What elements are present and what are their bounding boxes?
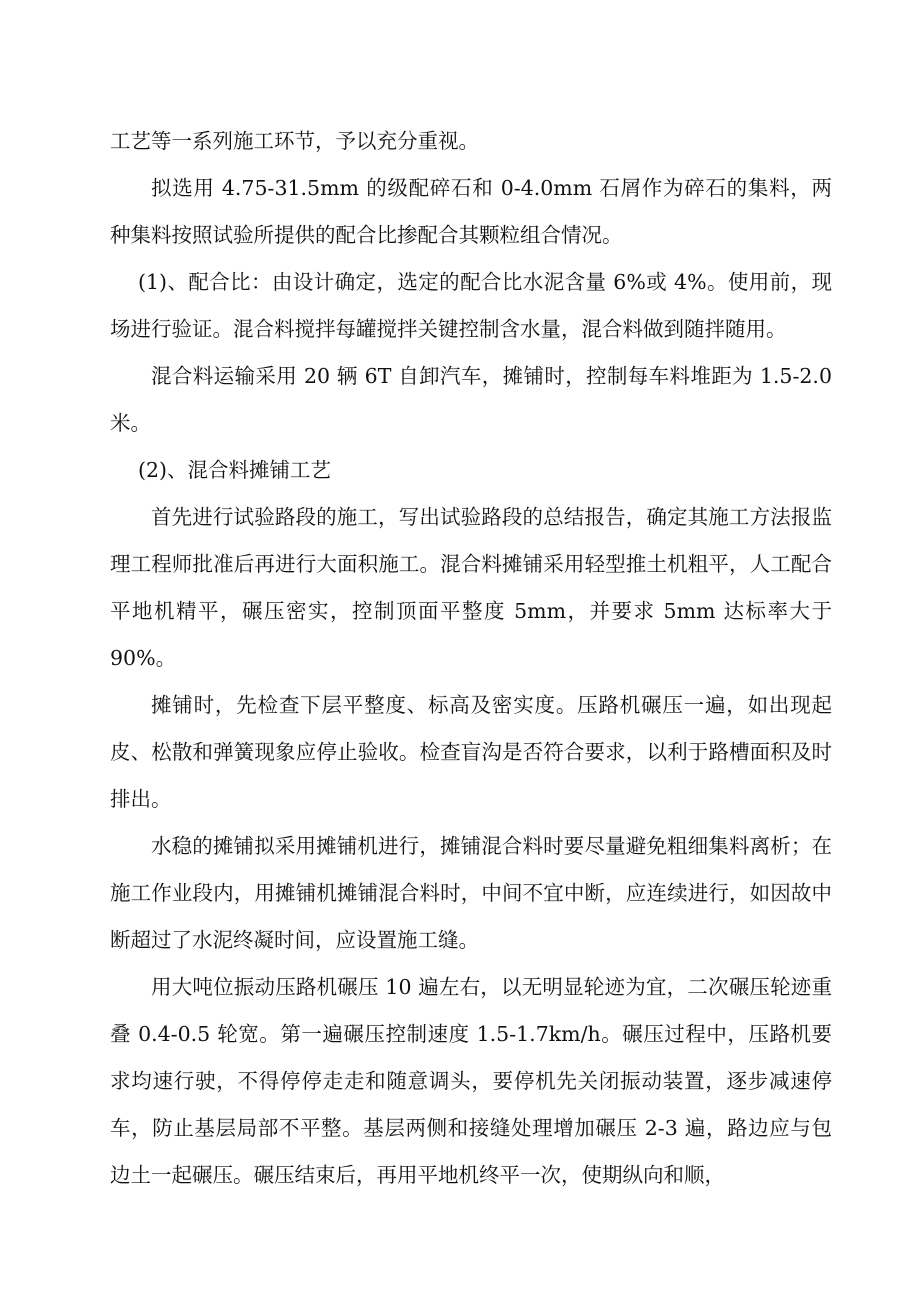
paragraph-6: 首先进行试验路段的施工，写出试验路段的总结报告，确定其施工方法报监理工程师批准后再进行大面积施工。混合料摊铺采用轻型推土机粗平，人工配合平地机精平，碾压密实，控制顶面平整度 5mm，并要求 5mm 达标率大于 90%。: [110, 505, 832, 670]
document-page: [110, 118, 832, 1199]
section-heading-2: (2)、混合料摊铺工艺: [138, 458, 332, 482]
paragraph-8: 水稳的摊铺拟采用摊铺机进行，摊铺混合料时要尽量避免粗细集料离析；在施工作业段内，用摊铺机摊铺混合料时，中间不宜中断，应连续进行，如因故中断超过了水泥终凝时间，应设置施工缝。: [110, 834, 832, 952]
paragraph-7: 摊铺时，先检查下层平整度、标高及密实度。压路机碾压一遍，如出现起皮、松散和弹簧现象应停止验收。检查盲沟是否符合要求，以利于路槽面积及时排出。: [110, 693, 832, 811]
paragraph-4: 混合料运输采用 20 辆 6T 自卸汽车，摊铺时，控制每车料堆距为 1.5-2.0 米。: [110, 364, 832, 435]
paragraph-1: 工艺等一系列施工环节，予以充分重视。: [110, 129, 479, 153]
paragraph-2: 拟选用 4.75-31.5mm 的级配碎石和 0-4.0mm 石屑作为碎石的集料，两种集料按照试验所提供的配合比掺配合其颗粒组合情况。: [110, 176, 832, 247]
paragraph-3: (1)、配合比：由设计确定，选定的配合比水泥含量 6%或 4%。使用前，现场进行验证。混合料搅拌每罐搅拌关键控制含水量，混合料做到随拌随用。: [110, 270, 832, 341]
paragraph-9: 用大吨位振动压路机碾压 10 遍左右，以无明显轮迹为宜，二次碾压轮迹重叠 0.4-0.5 轮宽。第一遍碾压控制速度 1.5-1.7km/h。碾压过程中，压路机要求均速行驶，不得停停走走和随意调头，要停机先关闭振动装置，逐步减速停车，防止基层局部不平整。基层两侧和接缝处理增加碾压 2-3 遍，路边应与包边土一起碾压。碾压结束后，再用平地机终平一次，使期纵向和顺，: [110, 975, 832, 1187]
